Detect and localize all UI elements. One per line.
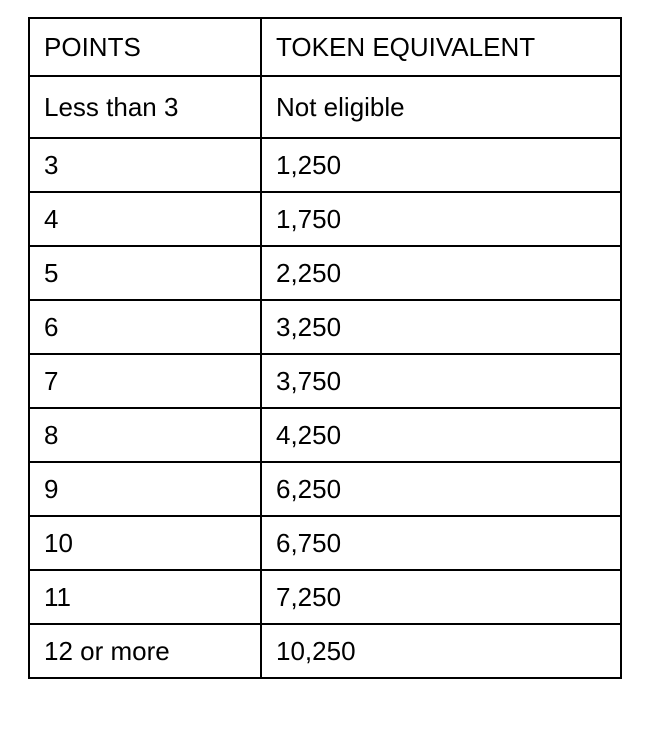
points-cell: 4 xyxy=(29,192,261,246)
table-row xyxy=(29,76,621,138)
token-cell: 2,250 xyxy=(261,246,621,300)
token-cell: 3,250 xyxy=(261,300,621,354)
token-cell: 1,250 xyxy=(261,138,621,192)
token-cell: 6,750 xyxy=(261,516,621,570)
table-row xyxy=(29,138,621,192)
token-cell: 4,250 xyxy=(261,408,621,462)
token-cell: 3,750 xyxy=(261,354,621,408)
table-row xyxy=(29,408,621,462)
table-header-row xyxy=(29,18,621,76)
points-cell: 11 xyxy=(29,570,261,624)
points-cell: 12 or more xyxy=(29,624,261,678)
table-row xyxy=(29,516,621,570)
header-token-equivalent: TOKEN EQUIVALENT xyxy=(261,18,621,76)
header-points: POINTS xyxy=(29,18,261,76)
table-row xyxy=(29,624,621,678)
points-cell: 10 xyxy=(29,516,261,570)
table-row xyxy=(29,300,621,354)
token-cell: 10,250 xyxy=(261,624,621,678)
table-row xyxy=(29,354,621,408)
points-cell: 9 xyxy=(29,462,261,516)
points-cell: 6 xyxy=(29,300,261,354)
table-row xyxy=(29,246,621,300)
token-cell: 6,250 xyxy=(261,462,621,516)
points-cell: 5 xyxy=(29,246,261,300)
points-cell: 3 xyxy=(29,138,261,192)
points-cell: 7 xyxy=(29,354,261,408)
token-cell: 1,750 xyxy=(261,192,621,246)
token-cell: 7,250 xyxy=(261,570,621,624)
table-row xyxy=(29,570,621,624)
token-cell: Not eligible xyxy=(261,76,621,138)
points-cell: Less than 3 xyxy=(29,76,261,138)
table-row xyxy=(29,192,621,246)
table-row xyxy=(29,462,621,516)
points-token-table xyxy=(28,17,622,679)
points-cell: 8 xyxy=(29,408,261,462)
